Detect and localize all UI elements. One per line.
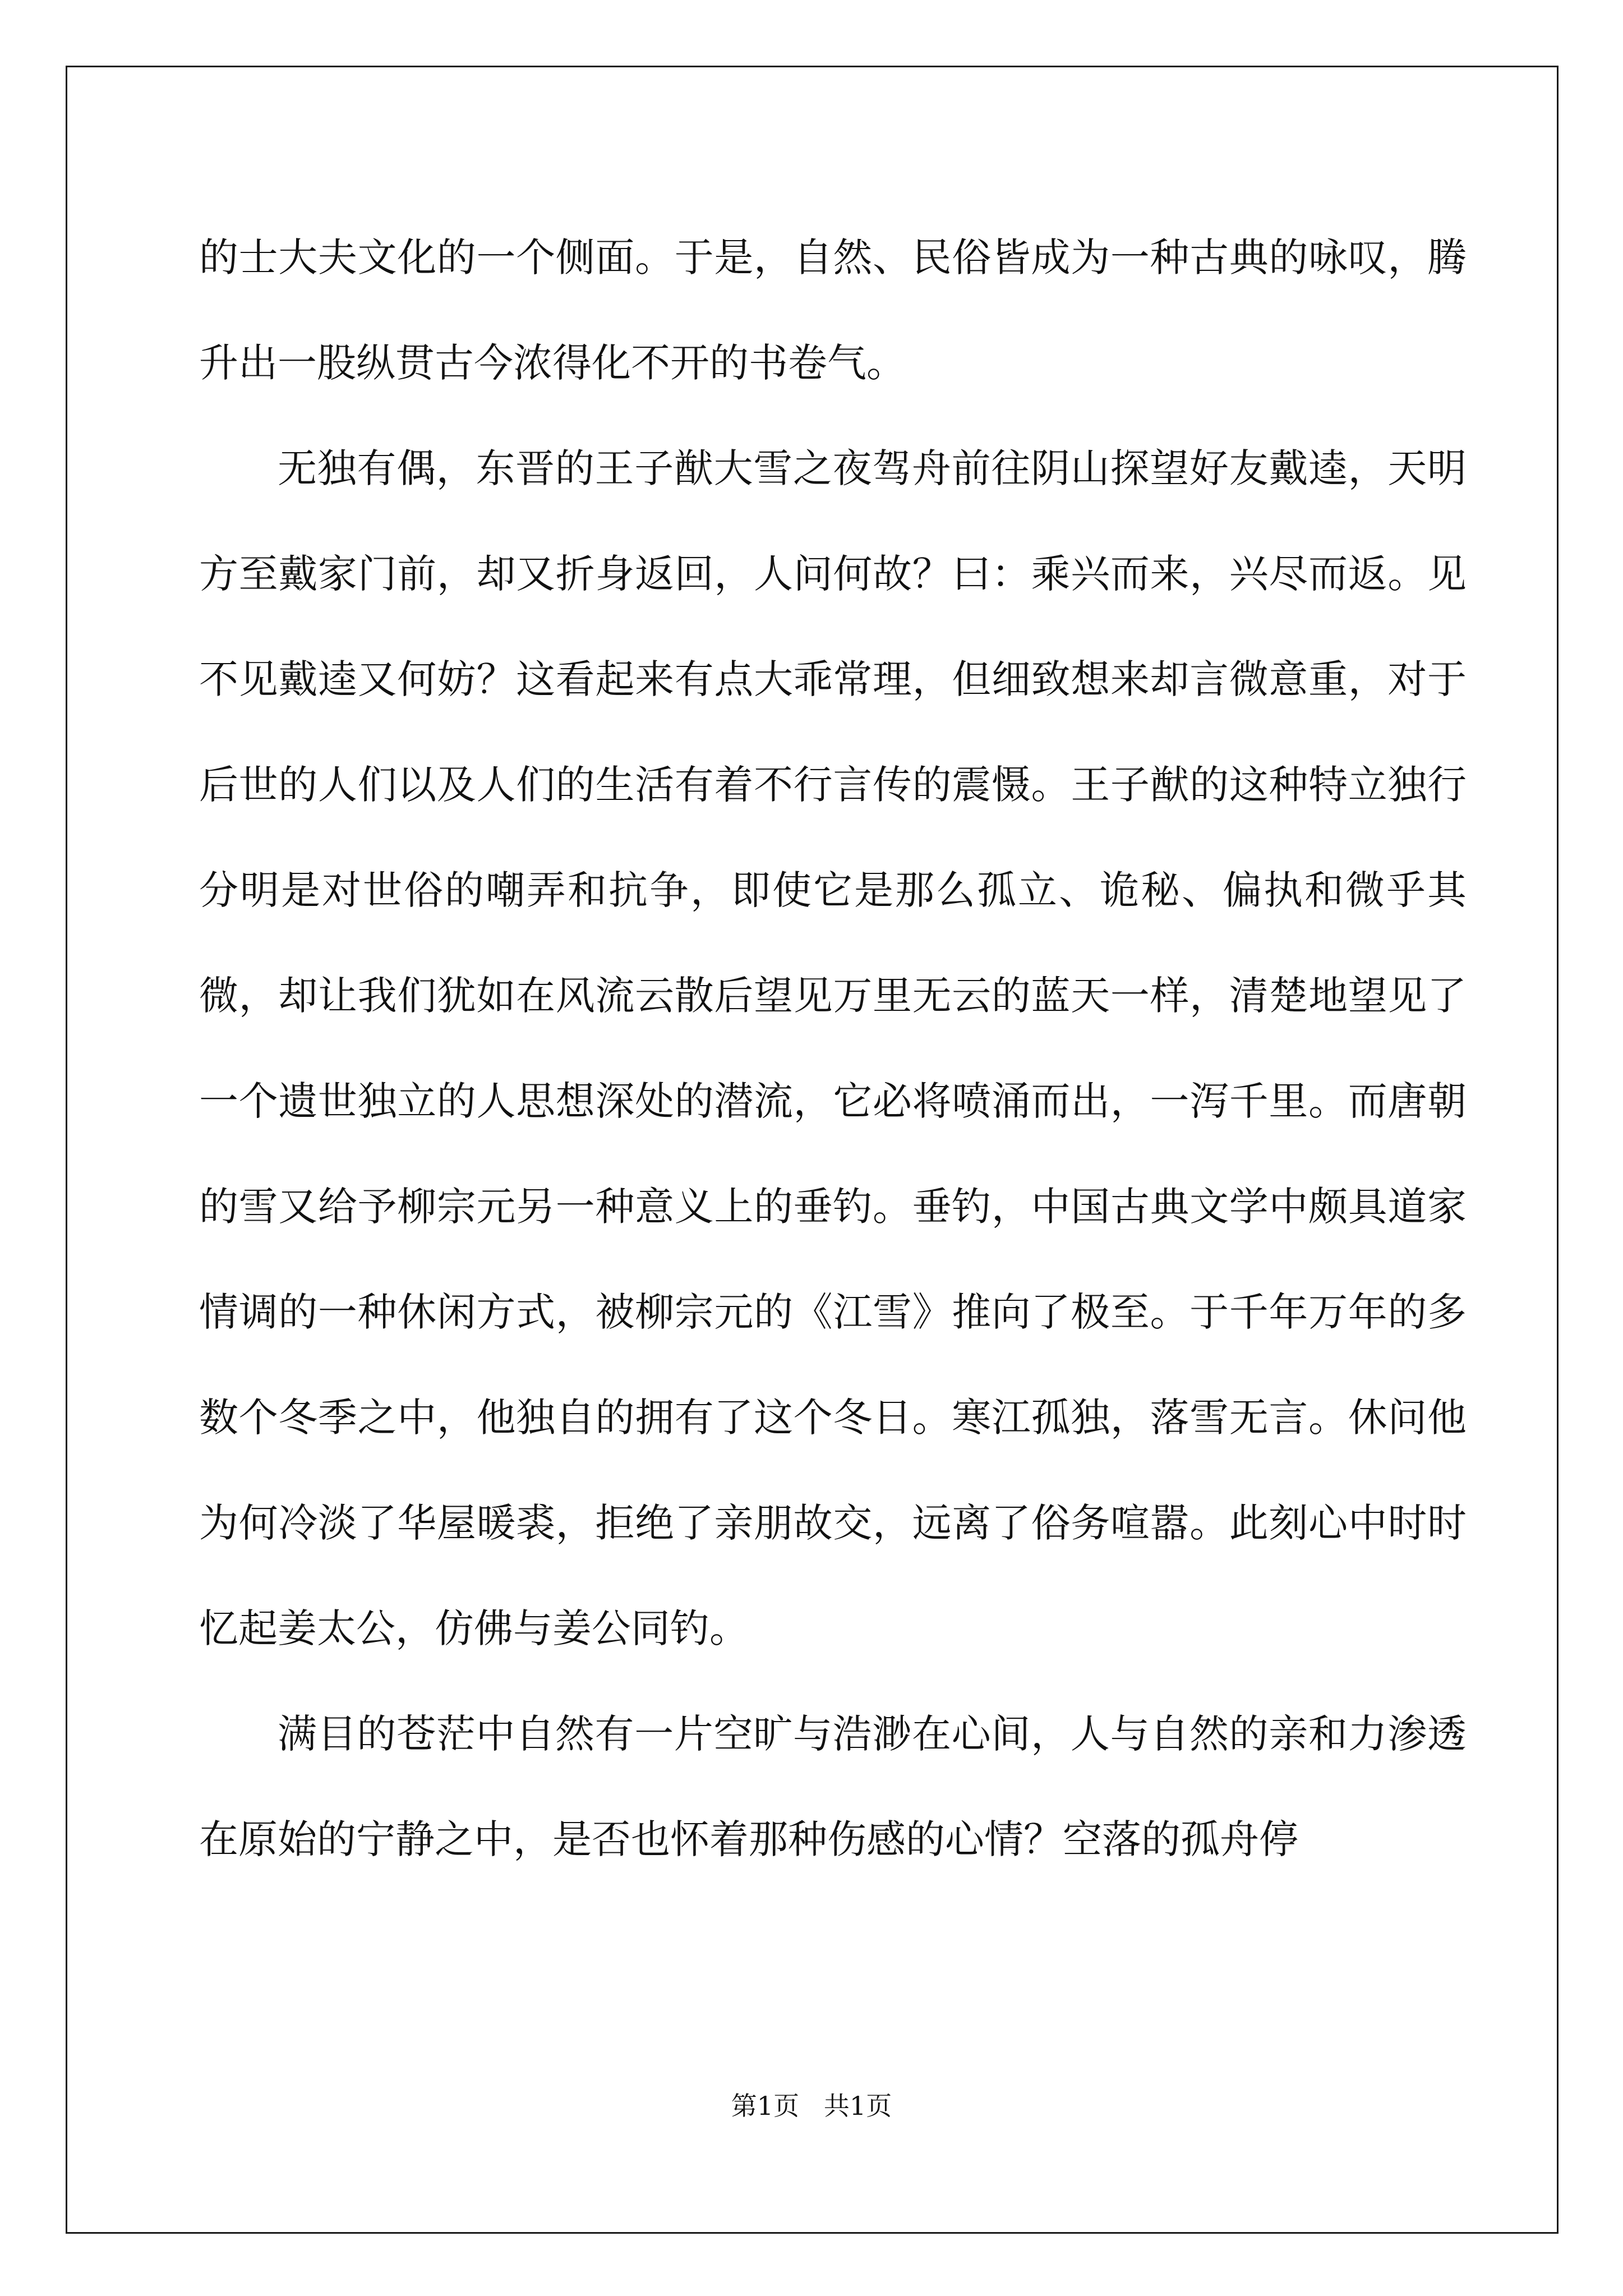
paragraph-2: 无独有偶，东晋的王子猷大雪之夜驾舟前往阴山探望好友戴逵，天明方至戴家门前，却又折身返回，人问何故？曰：乘兴而来，兴尽而返。见不见戴逵又何妨？这看起来有点大乖常理，但细致想来却言微意重，对于后世的人们以及人们的生活有着不行言传的震慑。王子猷的这种特立独行分明是对世俗的嘲弄和抗争，即使它是那么孤立、诡秘、偏执和微乎其微，却让我们犹如在风流云散后望见万里无云的蓝天一样，清楚地望见了一个遗世独立的人思想深处的潜流，它必将喷涌而出，一泻千里。而唐朝的雪又给予柳宗元另一种意义上的垂钓。垂钓，中国古典文学中颇具道家情调的一种休闲方式，被柳宗元的《江雪》推向了极至。于千年万年的多数个冬季之中，他独自的拥有了这个冬日。寒江孤独，落雪无言。休问他为何冷淡了华屋暖裘，拒绝了亲朋故交，远离了俗务喧嚣。此刻心中时时忆起姜太公，仿佛与姜公同钓。 <box>199 445 1467 1651</box>
paragraph-3: 满目的苍茫中自然有一片空旷与浩渺在心间，人与自然的亲和力渗透在原始的宁静之中，是否也怀着那种伤感的心情？空落的孤舟停 <box>199 1711 1467 1862</box>
document-body <box>199 205 1467 1892</box>
page-footer: 第1页 共1页 <box>731 2091 892 2121</box>
paragraph-1: 的士大夫文化的一个侧面。于是，自然、民俗皆成为一种古典的咏叹，腾升出一股纵贯古今浓得化不开的书卷气。 <box>199 234 1467 386</box>
